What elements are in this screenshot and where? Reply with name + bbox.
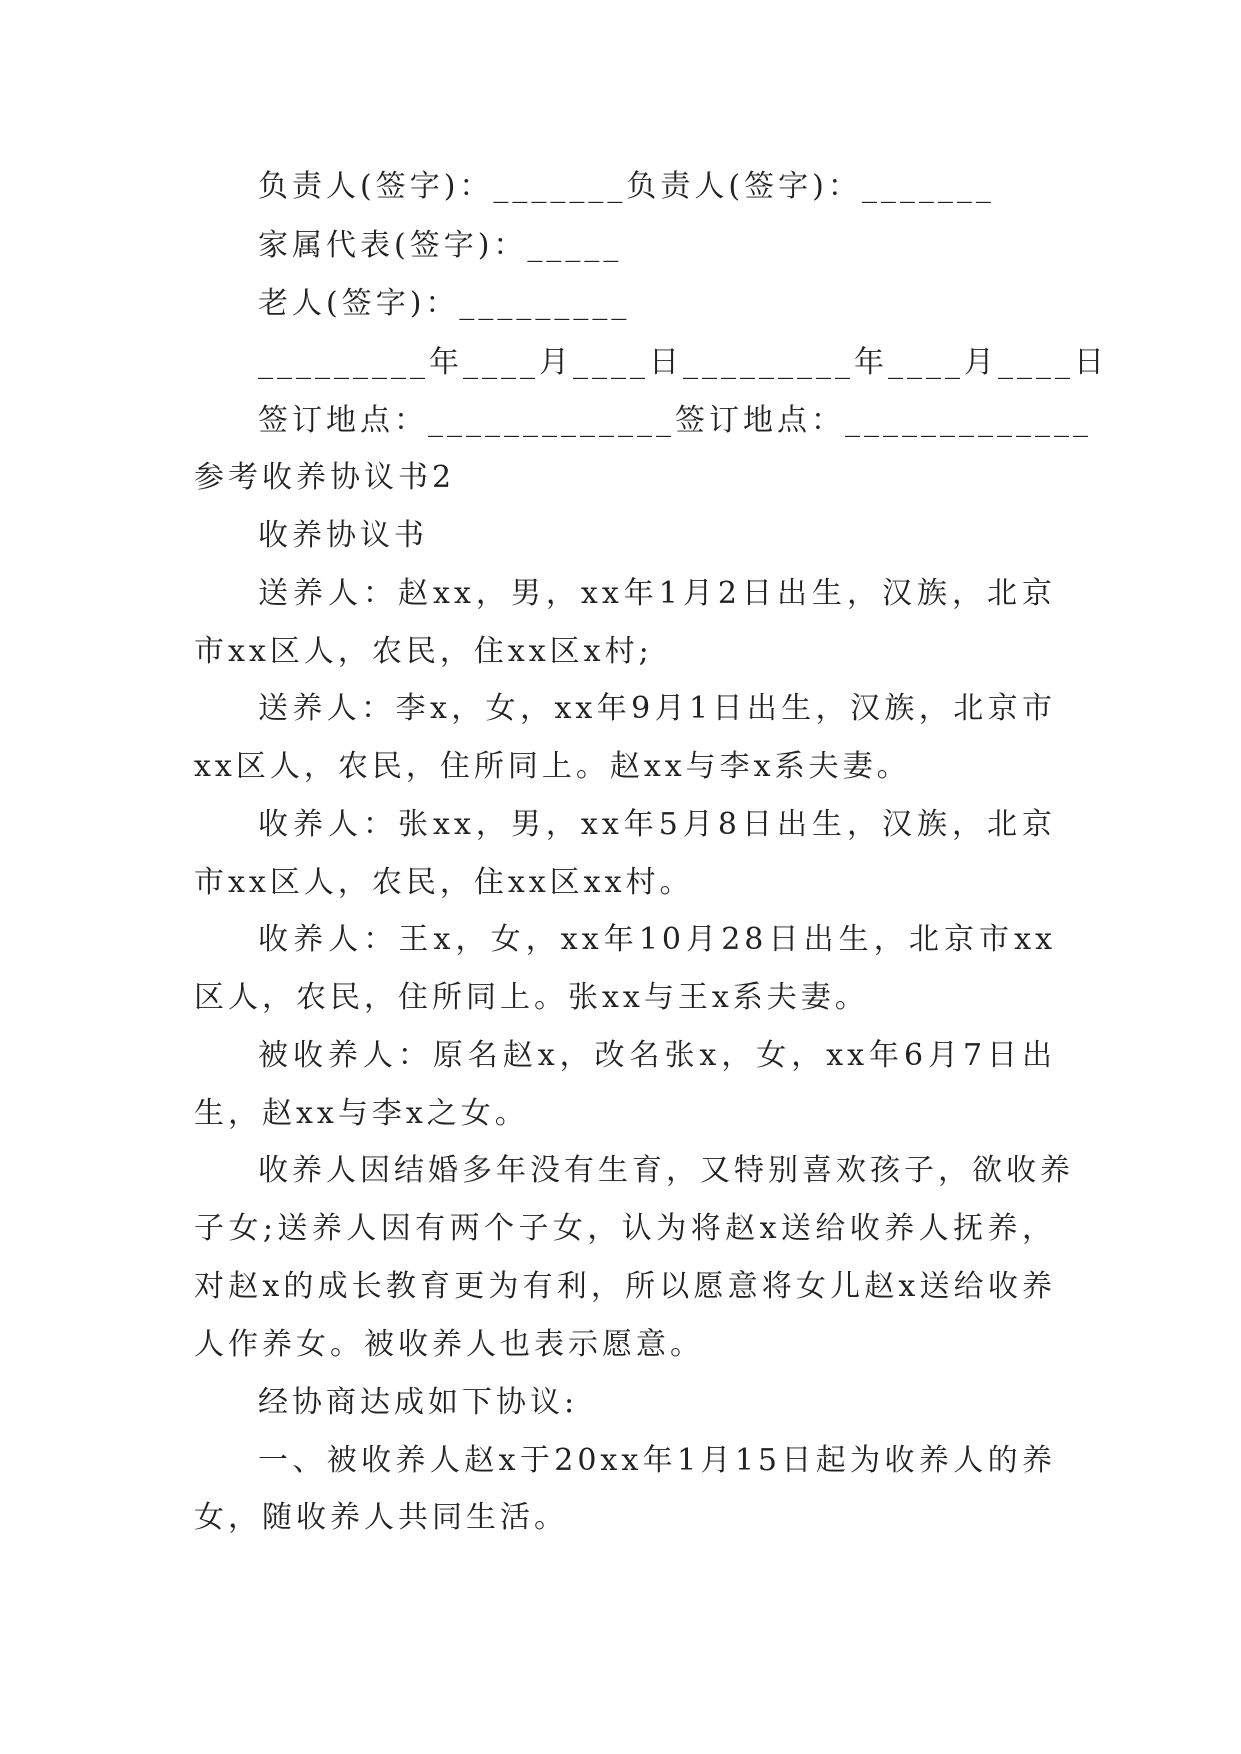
paragraph-line: 人作养女。被收养人也表示愿意。 (194, 1327, 704, 1362)
signing-place-line: 签订地点：_____________签订地点：_____________ (258, 403, 1092, 438)
paragraph-line: 收养人：王x，女，xx年10月28日出生，北京市xx (258, 922, 1056, 957)
paragraph-line: 区人，农民，住所同上。张xx与王x系夫妻。 (194, 980, 869, 1015)
signature-line-elder: 老人(签字)：_________ (258, 286, 631, 321)
paragraph-line: 一、被收养人赵x于20xx年1月15日起为收养人的养 (258, 1443, 1056, 1478)
paragraph-line: 市xx区人，农民，住xx区xx村。 (194, 865, 694, 900)
paragraph-line: 送养人：赵xx，男，xx年1月2日出生，汉族，北京 (258, 576, 1056, 611)
paragraph-line: 送养人：李x，女，xx年9月1日出生，汉族，北京市 (258, 691, 1056, 726)
section-heading: 参考收养协议书2 (194, 460, 456, 495)
paragraph-line: 收养人：张xx，男，xx年5月8日出生，汉族，北京 (258, 807, 1056, 842)
paragraph-line: 市xx区人，农民，住xx区x村; (194, 634, 653, 669)
paragraph-line: 对赵x的成长教育更为有利，所以愿意将女儿赵x送给收养 (194, 1269, 1056, 1304)
paragraph-line: 子女;送养人因有两个子女，认为将赵x送给收养人抚养， (194, 1211, 1056, 1246)
signature-line-responsible: 负责人(签字)：_______负责人(签字)：_______ (258, 169, 995, 204)
paragraph-line: 女，随收养人共同生活。 (194, 1500, 568, 1535)
document-title: 收养协议书 (258, 518, 428, 553)
paragraph-line: 生，赵xx与李x之女。 (194, 1096, 529, 1131)
paragraph-line: xx区人，农民，住所同上。赵xx与李x系夫妻。 (194, 749, 911, 784)
date-line: _________年____月____日_________年____月____日 (258, 345, 1108, 380)
paragraph-line: 经协商达成如下协议: (258, 1385, 579, 1420)
signature-line-family: 家属代表(签字)：_____ (258, 228, 623, 263)
paragraph-line: 被收养人：原名赵x，改名张x，女，xx年6月7日出 (258, 1038, 1056, 1073)
paragraph-line: 收养人因结婚多年没有生育，又特别喜欢孩子，欲收养 (258, 1153, 1074, 1188)
